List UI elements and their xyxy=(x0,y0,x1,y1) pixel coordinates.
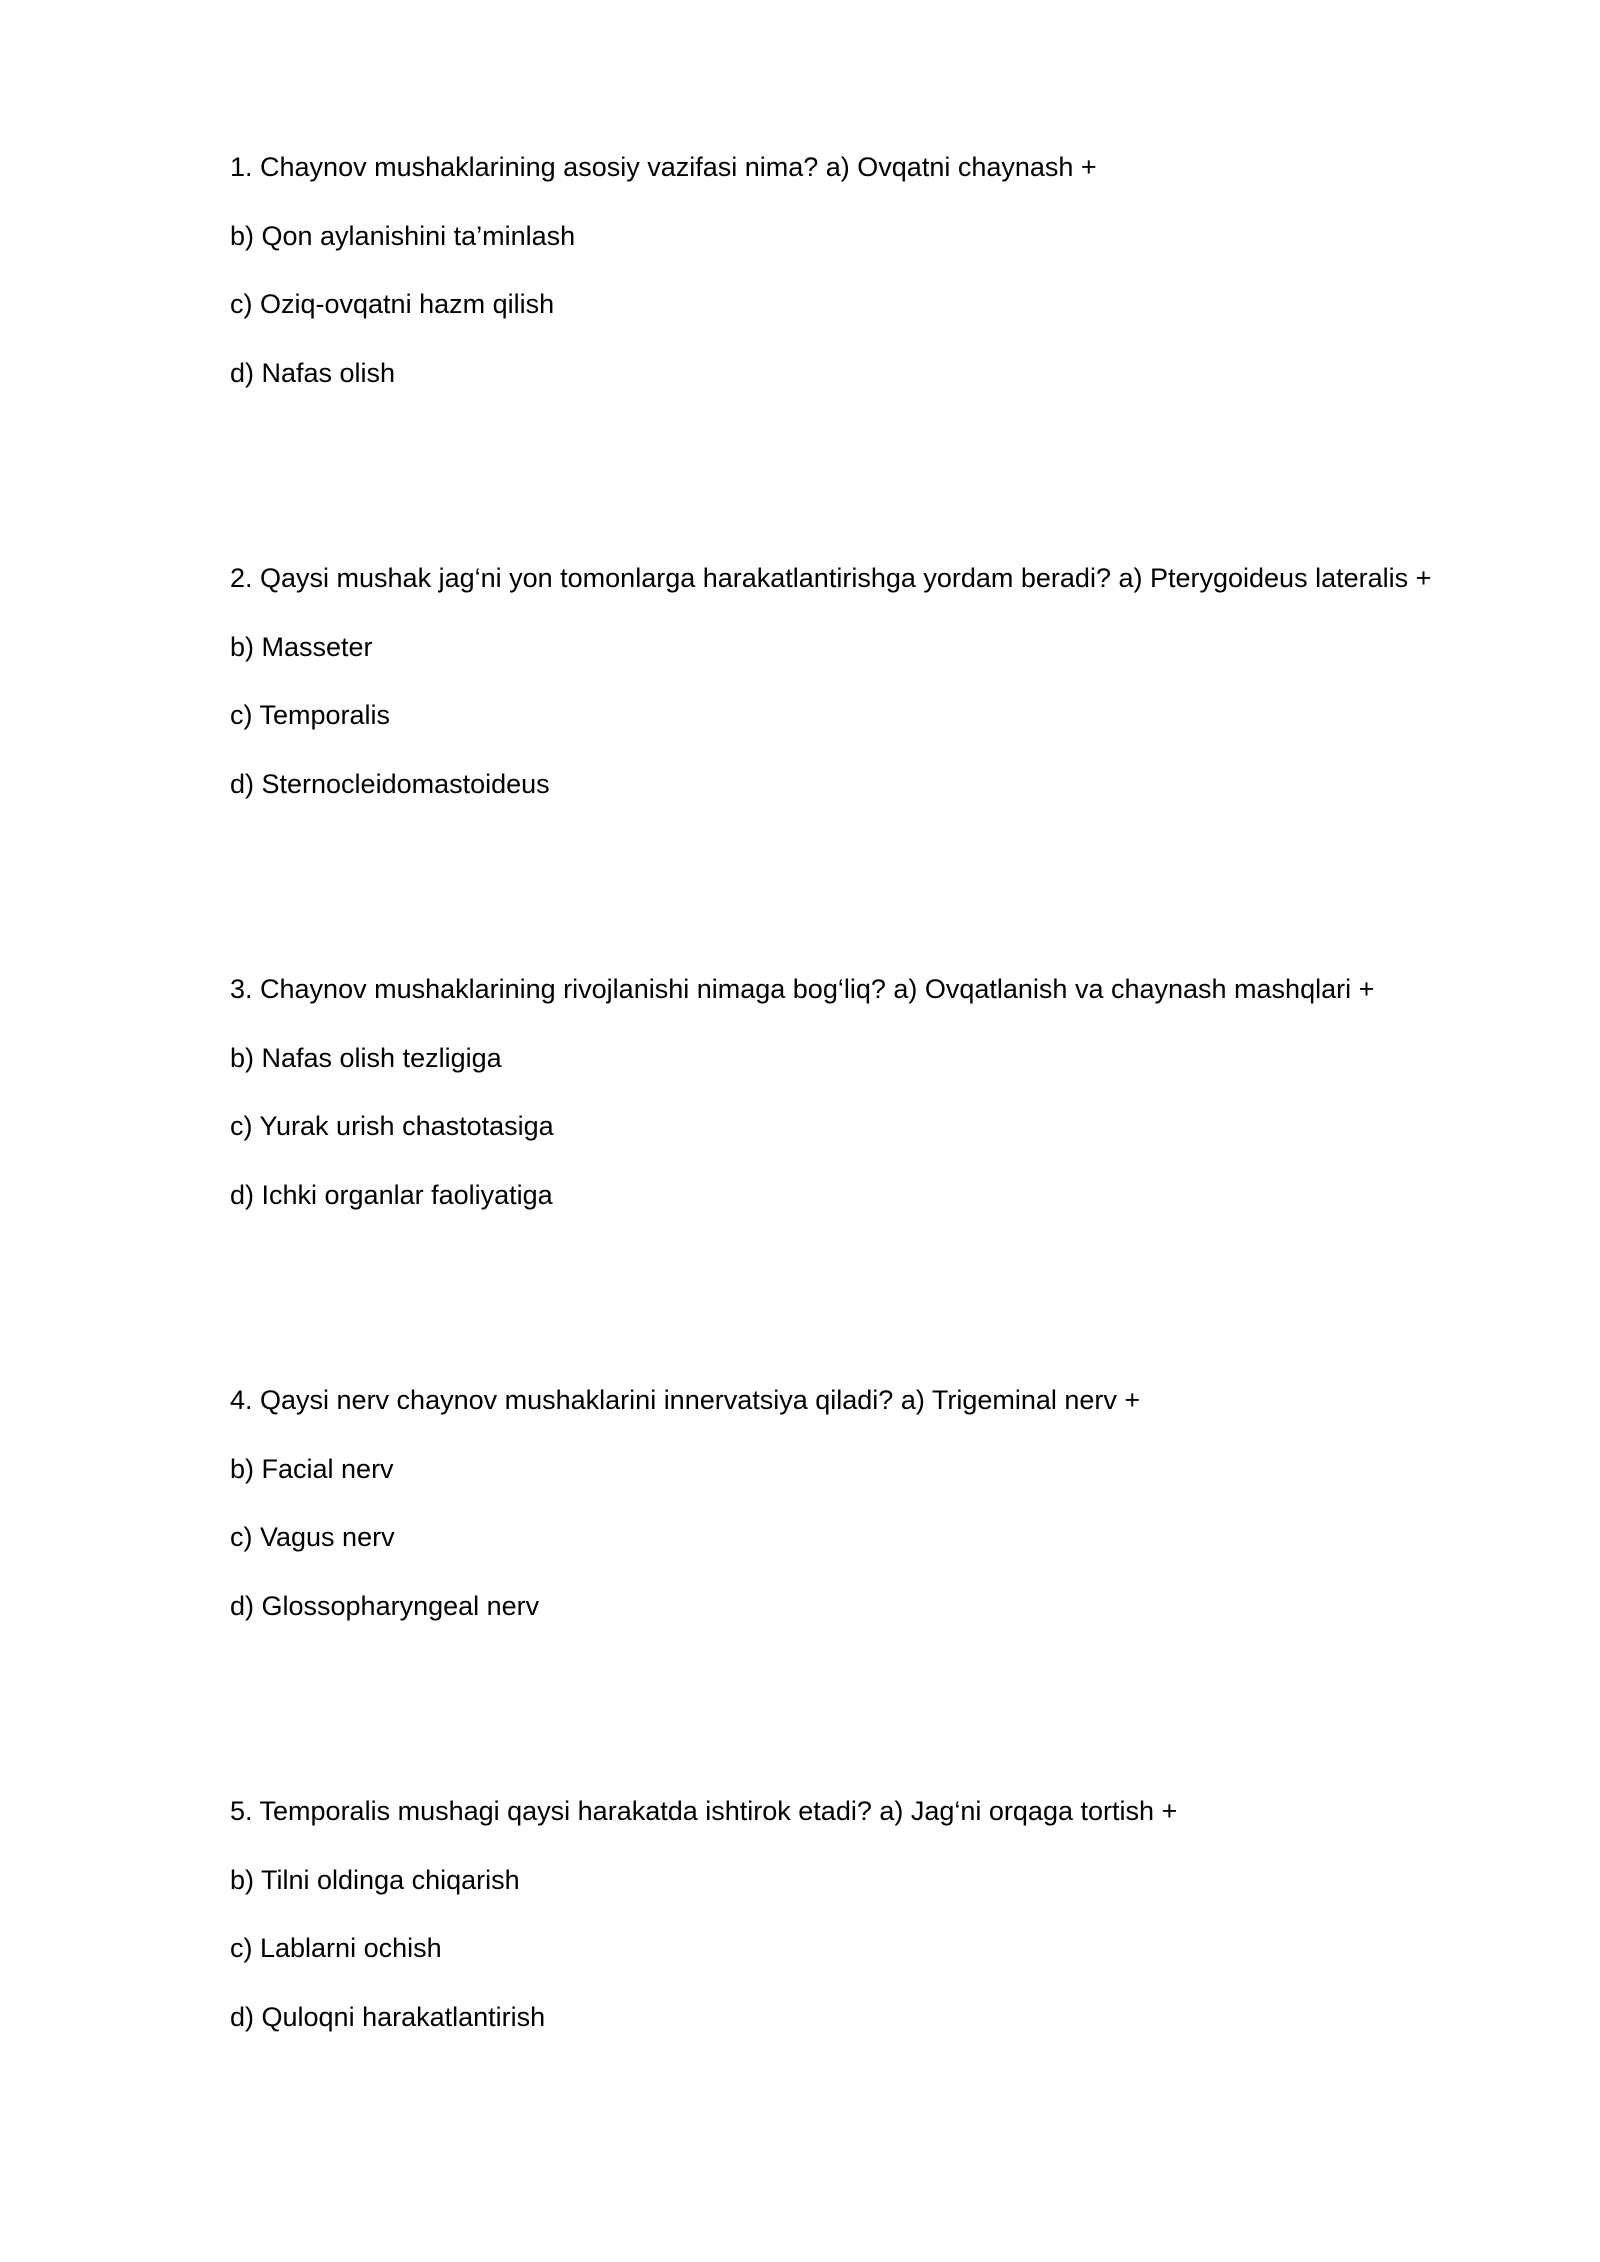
question-text: 5. Temporalis mushagi qaysi harakatda ishtirok etadi? a) Jag‘ni orqaga tortish + xyxy=(230,1796,1178,1826)
answer-option-b: b) Masseter xyxy=(230,631,373,662)
answer-option-d: d) Sternocleidomastoideus xyxy=(230,768,550,799)
answer-option-c: c) Lablarni ochish xyxy=(230,1933,442,1963)
answer-option-b: b) Facial nerv xyxy=(230,1453,394,1484)
answer-option-d: d) Ichki organlar faoliyatiga xyxy=(230,1179,553,1210)
question-text: 3. Chaynov mushaklarining rivojlanishi nimaga bog‘liq? a) Ovqatlanish va chaynash mashqlari + xyxy=(230,974,1375,1004)
answer-option-c: c) Temporalis xyxy=(230,700,391,730)
question-block-3 xyxy=(230,971,1490,1382)
question-text: 1. Chaynov mushaklarining asosiy vazifasi nima? a) Ovqatni chaynash + xyxy=(230,152,1097,182)
answer-option-d: d) Nafas olish xyxy=(230,357,396,388)
question-block-4 xyxy=(230,1382,1490,1793)
question-text: 4. Qaysi nerv chaynov mushaklarini innervatsiya qiladi? a) Trigeminal nerv + xyxy=(230,1385,1141,1415)
question-block-2 xyxy=(230,560,1490,971)
answer-option-c: c) Vagus nerv xyxy=(230,1522,395,1552)
answer-option-b: b) Qon aylanishini ta’minlash xyxy=(230,220,576,251)
question-text: 2. Qaysi mushak jag‘ni yon tomonlarga harakatlantirishga yordam beradi? a) Pterygoideus lateralis + xyxy=(230,563,1432,593)
answer-option-b: b) Nafas olish tezligiga xyxy=(230,1042,502,1073)
answer-option-d: d) Glossopharyngeal nerv xyxy=(230,1590,540,1621)
answer-option-c: c) Oziq-ovqatni hazm qilish xyxy=(230,289,555,319)
question-block-1 xyxy=(230,149,1490,560)
answer-option-d: d) Quloqni harakatlantirish xyxy=(230,2001,546,2032)
answer-option-c: c) Yurak urish chastotasiga xyxy=(230,1111,554,1141)
question-block-5 xyxy=(230,1793,1490,2204)
answer-option-b: b) Tilni oldinga chiqarish xyxy=(230,1864,520,1895)
question-list xyxy=(230,149,1490,2204)
